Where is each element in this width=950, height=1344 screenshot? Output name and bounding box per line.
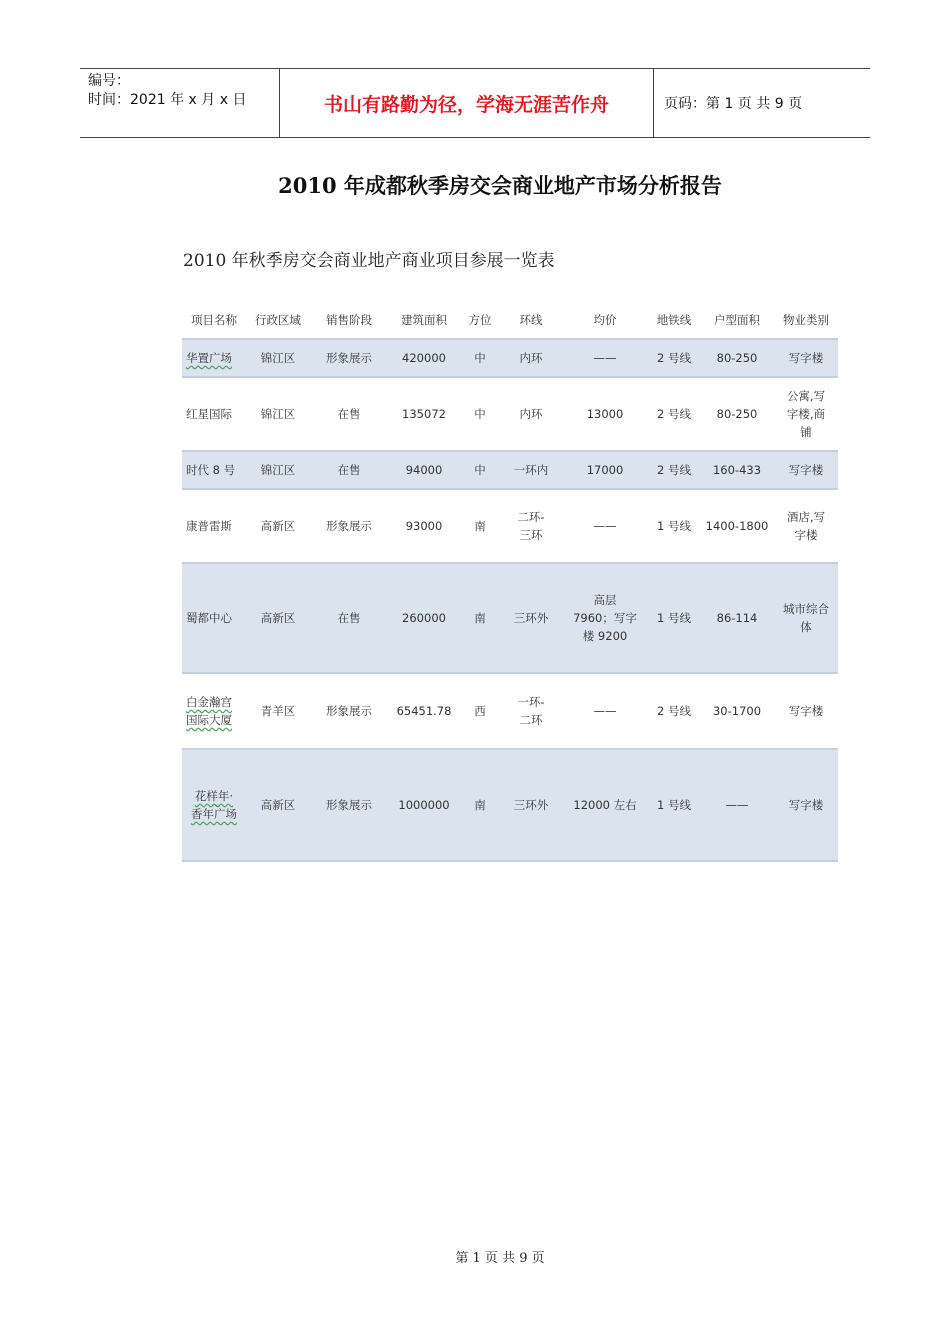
property-type: 酒店,写字楼 (774, 489, 838, 563)
district: 高新区 (246, 563, 310, 673)
table-row (182, 749, 838, 861)
unit-area: 30-1700 (700, 673, 774, 749)
sales-stage: 形象展示 (310, 339, 388, 377)
direction: 西 (460, 673, 500, 749)
district: 锦江区 (246, 339, 310, 377)
project-name: 时代 8 号 (182, 451, 246, 489)
metro-line: 1 号线 (648, 489, 700, 563)
average-price: —— (562, 673, 648, 749)
ring-road: 内环 (500, 377, 562, 451)
district: 青羊区 (246, 673, 310, 749)
direction: 中 (460, 339, 500, 377)
direction: 南 (460, 749, 500, 861)
building-area: 1000000 (388, 749, 460, 861)
column-header: 均价 (562, 302, 648, 339)
project-name: 红星国际 (182, 377, 246, 451)
column-header: 项目名称 (182, 302, 246, 339)
ring-road: 三环外 (500, 563, 562, 673)
page-footer: 第 1 页 共 9 页 (455, 1251, 545, 1266)
metro-line: 2 号线 (648, 377, 700, 451)
property-type: 城市综合体 (774, 563, 838, 673)
direction: 南 (460, 489, 500, 563)
table-row (182, 451, 838, 489)
average-price: 高层 7960；写字楼 9200 (562, 563, 648, 673)
metro-line: 1 号线 (648, 749, 700, 861)
average-price: 13000 (562, 377, 648, 451)
average-price: —— (562, 339, 648, 377)
project-name: 白金瀚宫国际大厦 (186, 695, 232, 727)
metro-line: 1 号线 (648, 563, 700, 673)
direction: 中 (460, 377, 500, 451)
table-row (182, 563, 838, 673)
district: 高新区 (246, 489, 310, 563)
project-name: 蜀都中心 (182, 563, 246, 673)
column-header: 环线 (500, 302, 562, 339)
metro-line: 2 号线 (648, 673, 700, 749)
column-header: 户型面积 (700, 302, 774, 339)
unit-area: —— (700, 749, 774, 861)
header-page-info: 页码：第 1 页 共 9 页 (664, 96, 803, 112)
ring-road: 二环-三环 (500, 489, 562, 563)
sales-stage: 形象展示 (310, 749, 388, 861)
unit-area: 80-250 (700, 339, 774, 377)
table-row (182, 339, 838, 377)
direction: 中 (460, 451, 500, 489)
building-area: 93000 (388, 489, 460, 563)
project-name: 康普雷斯 (182, 489, 246, 563)
sales-stage: 在售 (310, 377, 388, 451)
property-type: 写字楼 (774, 451, 838, 489)
building-area: 135072 (388, 377, 460, 451)
building-area: 65451.78 (388, 673, 460, 749)
average-price: —— (562, 489, 648, 563)
table-row (182, 377, 838, 451)
column-header: 物业类别 (774, 302, 838, 339)
column-header: 方位 (460, 302, 500, 339)
table-row (182, 489, 838, 563)
sales-stage: 在售 (310, 451, 388, 489)
building-area: 94000 (388, 451, 460, 489)
projects-table (182, 302, 838, 862)
district: 锦江区 (246, 451, 310, 489)
ring-road: 内环 (500, 339, 562, 377)
ring-road: 一环-二环 (500, 673, 562, 749)
sales-stage: 形象展示 (310, 489, 388, 563)
column-header: 建筑面积 (388, 302, 460, 339)
table-caption: 2010 年秋季房交会商业地产商业项目参展一览表 (183, 251, 555, 271)
sales-stage: 在售 (310, 563, 388, 673)
column-header: 行政区域 (246, 302, 310, 339)
table-header-row (182, 302, 838, 339)
time-label: 时间：2021 年 x 月 x 日 (88, 92, 247, 108)
sales-stage: 形象展示 (310, 673, 388, 749)
project-name: 华置广场 (186, 351, 232, 365)
header-motto: 书山有路勤为径，学海无涯苦作舟 (280, 69, 654, 137)
property-type: 写字楼 (774, 673, 838, 749)
building-area: 420000 (388, 339, 460, 377)
average-price: 17000 (562, 451, 648, 489)
property-type: 写字楼 (774, 749, 838, 861)
property-type: 写字楼 (774, 339, 838, 377)
metro-line: 2 号线 (648, 451, 700, 489)
document-header (80, 68, 870, 138)
number-label: 编号： (88, 73, 130, 89)
direction: 南 (460, 563, 500, 673)
column-header: 销售阶段 (310, 302, 388, 339)
district: 高新区 (246, 749, 310, 861)
district: 锦江区 (246, 377, 310, 451)
unit-area: 160-433 (700, 451, 774, 489)
building-area: 260000 (388, 563, 460, 673)
document-title: 2010 年成都秋季房交会商业地产市场分析报告 (278, 173, 722, 198)
header-meta (80, 69, 280, 137)
column-header: 地铁线 (648, 302, 700, 339)
ring-road: 一环内 (500, 451, 562, 489)
ring-road: 三环外 (500, 749, 562, 861)
unit-area: 86-114 (700, 563, 774, 673)
project-name: 花样年·香年广场 (191, 789, 237, 821)
metro-line: 2 号线 (648, 339, 700, 377)
average-price: 12000 左右 (562, 749, 648, 861)
unit-area: 80-250 (700, 377, 774, 451)
table-row (182, 673, 838, 749)
unit-area: 1400-1800 (700, 489, 774, 563)
property-type: 公寓,写字楼,商铺 (774, 377, 838, 451)
